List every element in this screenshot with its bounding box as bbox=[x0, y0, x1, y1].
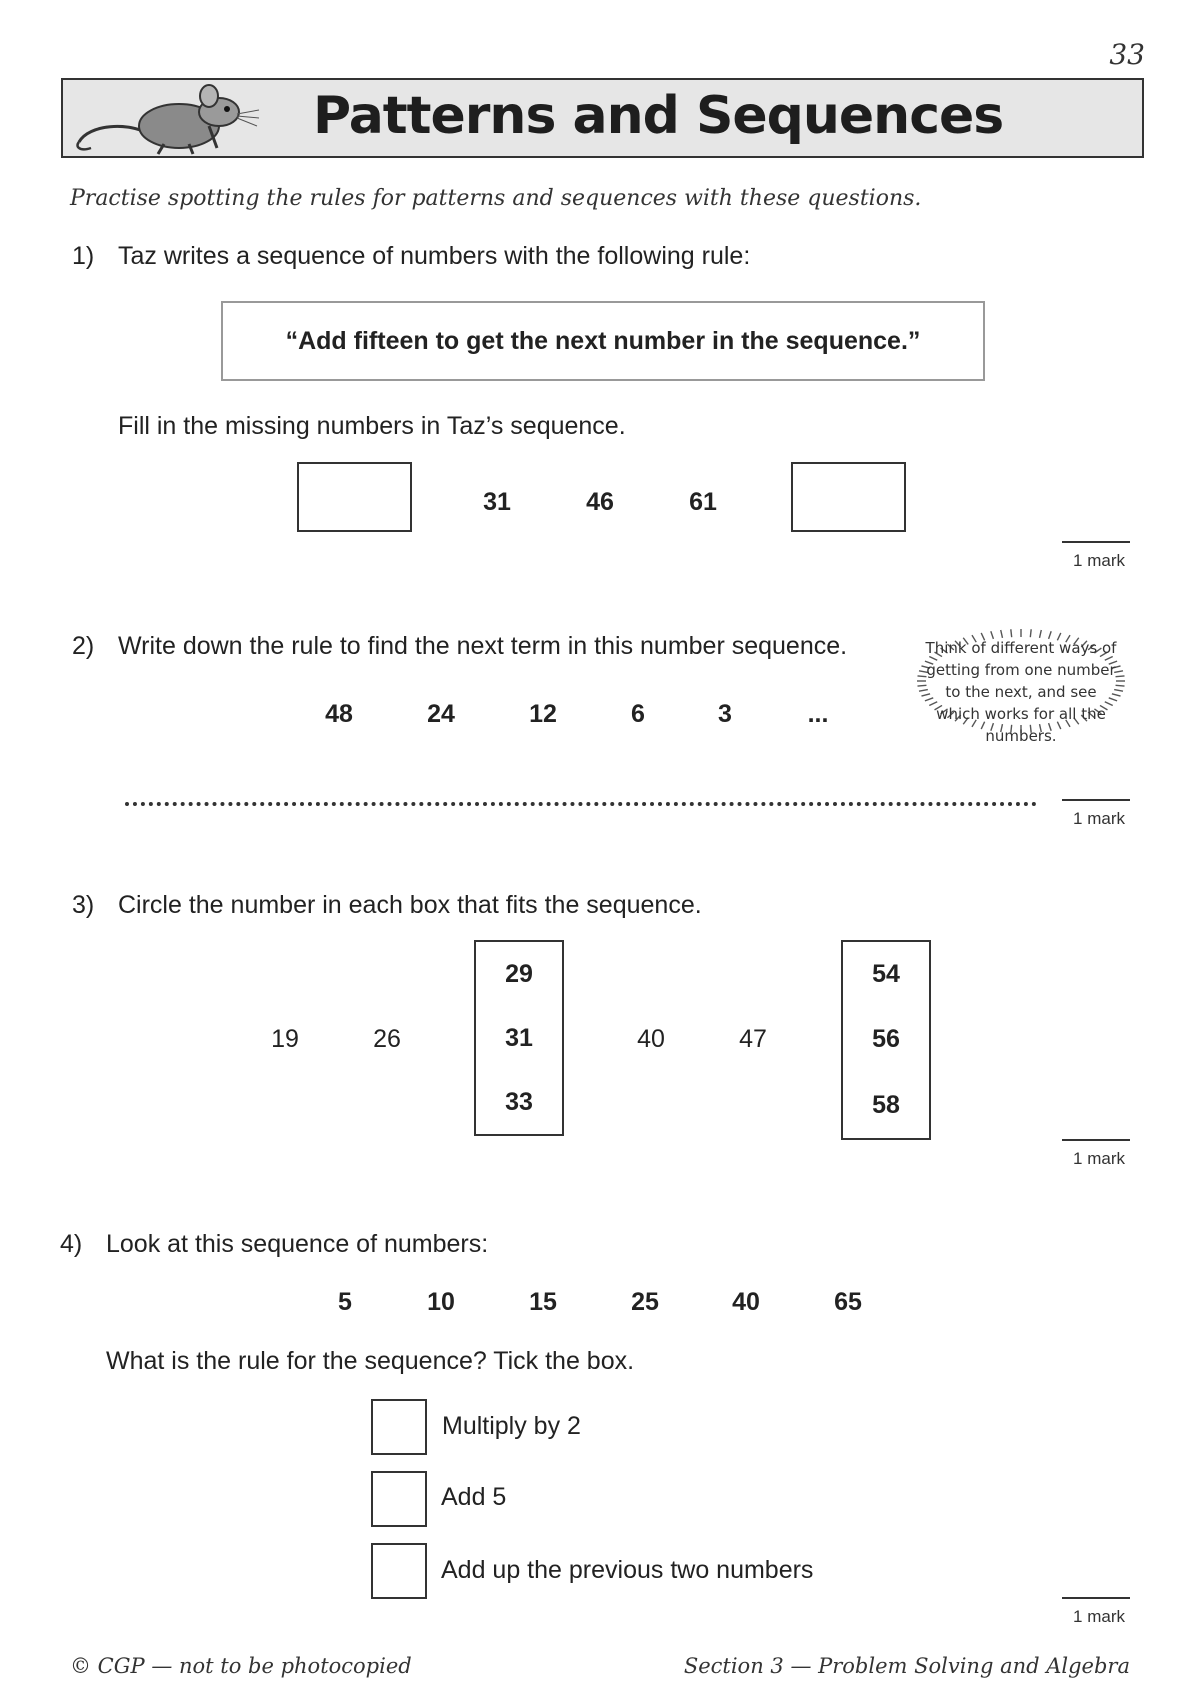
mark-line bbox=[1062, 1597, 1130, 1599]
rule-text: “Add fifteen to get the next number in the sequence.” bbox=[285, 326, 921, 355]
option-label: Add 5 bbox=[441, 1483, 507, 1511]
tick-box-add-previous[interactable] bbox=[371, 1543, 427, 1599]
mark-label: 1 mark bbox=[1073, 1149, 1125, 1168]
sequence-number: 5 bbox=[338, 1288, 352, 1316]
sequence-number: 10 bbox=[427, 1288, 455, 1316]
choice-option[interactable]: 29 bbox=[505, 959, 533, 988]
footer-copyright: © CGP — not to be photocopied bbox=[70, 1654, 412, 1678]
mark-line bbox=[1062, 1139, 1130, 1141]
sequence-number: 12 bbox=[529, 700, 557, 728]
mouse-icon bbox=[69, 82, 269, 158]
mark-label: 1 mark bbox=[1073, 551, 1125, 570]
question-1-text: Taz writes a sequence of numbers with the following rule: bbox=[118, 242, 751, 270]
choice-option[interactable]: 58 bbox=[872, 1090, 900, 1119]
question-1-instruction: Fill in the missing numbers in Taz’s sequence. bbox=[118, 412, 626, 440]
question-4-text: Look at this sequence of numbers: bbox=[106, 1230, 489, 1258]
sequence-number: 6 bbox=[631, 700, 645, 728]
question-1-number: 1) bbox=[72, 242, 95, 270]
option-label: Multiply by 2 bbox=[442, 1412, 581, 1440]
question-4-number: 4) bbox=[60, 1230, 83, 1258]
option-label: Add up the previous two numbers bbox=[441, 1556, 814, 1584]
sequence-number: 48 bbox=[325, 700, 353, 728]
answer-box-first[interactable] bbox=[297, 462, 412, 532]
hint-text: Think of different ways of getting from one number to the next, and see which works for all the numbers. bbox=[925, 639, 1117, 745]
sequence-number: 61 bbox=[689, 488, 717, 516]
question-2-number: 2) bbox=[72, 632, 95, 660]
choice-option[interactable]: 33 bbox=[505, 1087, 533, 1116]
sequence-number: 25 bbox=[631, 1288, 659, 1316]
choice-option[interactable]: 31 bbox=[505, 1023, 533, 1052]
rule-box bbox=[221, 301, 985, 381]
intro-text: Practise spotting the rules for patterns and sequences with these questions. bbox=[70, 186, 922, 211]
mark-line bbox=[1062, 799, 1130, 801]
sequence-ellipsis: ... bbox=[807, 700, 829, 728]
sequence-number: 19 bbox=[271, 1025, 299, 1053]
answer-box-last[interactable] bbox=[791, 462, 906, 532]
title-banner bbox=[61, 78, 1144, 158]
mark-label: 1 mark bbox=[1073, 809, 1125, 828]
tick-box-add-5[interactable] bbox=[371, 1471, 427, 1527]
sequence-number: 65 bbox=[834, 1288, 862, 1316]
sequence-number: 3 bbox=[718, 700, 732, 728]
sequence-number: 47 bbox=[739, 1025, 767, 1053]
sequence-number: 15 bbox=[529, 1288, 557, 1316]
question-3-number: 3) bbox=[72, 891, 95, 919]
choice-box-2 bbox=[841, 940, 931, 1140]
sequence-number: 40 bbox=[732, 1288, 760, 1316]
mark-line bbox=[1062, 541, 1130, 543]
sequence-number: 24 bbox=[427, 700, 455, 728]
sequence-number: 31 bbox=[483, 488, 511, 516]
page-title: Patterns and Sequences bbox=[313, 86, 1004, 146]
question-4-instruction: What is the rule for the sequence? Tick the box. bbox=[106, 1347, 635, 1375]
footer-section: Section 3 — Problem Solving and Algebra bbox=[683, 1654, 1130, 1678]
sequence-number: 26 bbox=[373, 1025, 401, 1053]
choice-option[interactable]: 54 bbox=[872, 960, 900, 989]
page-number: 33 bbox=[1109, 38, 1145, 71]
tick-box-multiply[interactable] bbox=[371, 1399, 427, 1455]
sequence-number: 46 bbox=[586, 488, 614, 516]
mark-label: 1 mark bbox=[1073, 1607, 1125, 1626]
question-2-text: Write down the rule to find the next term in this number sequence. bbox=[118, 632, 848, 660]
choice-option[interactable]: 56 bbox=[872, 1025, 900, 1054]
sequence-number: 40 bbox=[637, 1025, 665, 1053]
choice-box-1 bbox=[474, 940, 564, 1136]
answer-line[interactable] bbox=[125, 802, 1037, 806]
hint-bubble bbox=[910, 623, 1132, 745]
question-3-text: Circle the number in each box that fits the sequence. bbox=[118, 891, 702, 919]
